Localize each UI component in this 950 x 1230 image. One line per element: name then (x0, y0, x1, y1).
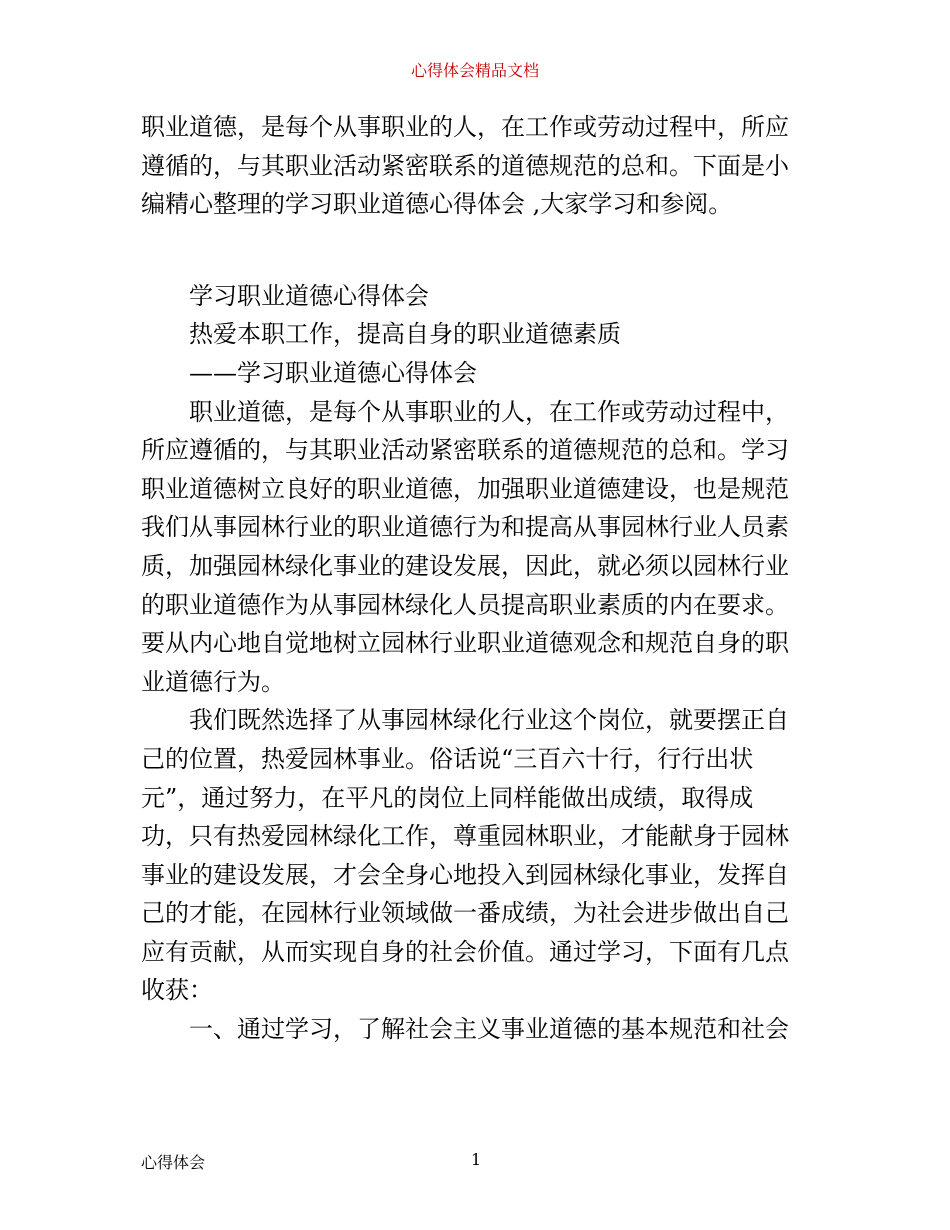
text-line: 收获： (141, 976, 213, 1005)
text-line: 编精心整理的学习职业道德心得体会 ,大家学习和参阅。 (141, 190, 733, 219)
text-line: 业道德行为。 (141, 667, 285, 696)
text-line: 质，加强园林绿化事业的建设发展，因此，就必须以园林行业 (141, 551, 789, 580)
text-line: 我们既然选择了从事园林绿化行业这个岗位，就要摆正自 (189, 706, 789, 735)
page-number: 1 (471, 1150, 482, 1169)
body-paragraph-3 (141, 1010, 811, 1049)
text-line: 的职业道德作为从事园林绿化人员提高职业素质的内在要求。 (141, 590, 789, 619)
document-body (141, 108, 811, 1049)
title-block (141, 277, 811, 393)
footer-label: 心得体会 (141, 1153, 206, 1172)
document-title: 学习职业道德心得体会 (189, 281, 429, 310)
text-line: 遵循的，与其职业活动紧密联系的道德规范的总和。下面是小 (141, 151, 789, 180)
text-line: 职业道德，是每个从事职业的人，在工作或劳动过程中，所应 (141, 113, 789, 141)
paragraph-gap (141, 224, 811, 277)
document-subheading: ——学习职业道德心得体会 (189, 358, 477, 387)
text-line: 我们从事园林行业的职业道德行为和提高从事园林行业人员素 (141, 513, 789, 542)
document-subtitle: 热爱本职工作，提高自身的职业道德素质 (189, 320, 621, 349)
text-line: 职业道德，是每个从事职业的人，在工作或劳动过程中， (189, 397, 789, 426)
text-line: 事业的建设发展，才会全身心地投入到园林绿化事业，发挥自 (141, 860, 789, 889)
text-line: 职业道德树立良好的职业道德，加强职业道德建设，也是规范 (141, 474, 789, 503)
text-line: 所应遵循的，与其职业活动紧密联系的道德规范的总和。学习 (141, 436, 789, 465)
text-line: 己的才能，在园林行业领域做一番成绩，为社会进步做出自己 (141, 899, 789, 928)
text-line: 功，只有热爱园林绿化工作，尊重园林职业，才能献身于园林 (141, 822, 789, 851)
text-line: 要从内心地自觉地树立园林行业职业道德观念和规范自身的职 (141, 629, 789, 658)
text-line: 一、通过学习，了解社会主义事业道德的基本规范和社会 (189, 1015, 789, 1044)
text-line: 己的位置，热爱园林事业。俗话说“三百六十行，行行出状 (141, 744, 754, 773)
body-paragraph-2 (141, 701, 811, 1010)
body-paragraph-1 (141, 393, 811, 702)
text-line: 元”，通过努力，在平凡的岗位上同样能做出成绩，取得成 (141, 783, 754, 812)
page-header-title: 心得体会精品文档 (410, 61, 539, 80)
intro-paragraph (141, 108, 811, 224)
text-line: 应有贡献，从而实现自身的社会价值。通过学习，下面有几点 (141, 937, 789, 966)
